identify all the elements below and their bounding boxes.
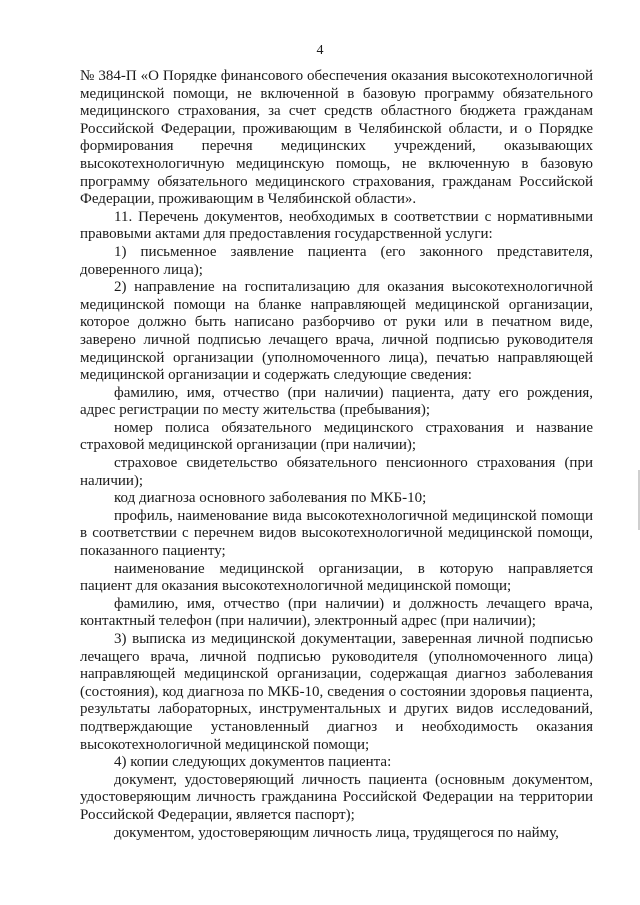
paragraph-document-copies: 4) копии следующих документов пациента: [114,754,392,771]
paragraph-item-11-heading: 11. Перечень документов, необходимых в соответствии с нормативными правовыми актами для предоставления государственной услуги: [80,208,593,243]
paragraph-diagnosis-code: код диагноза основного заболевания по МКБ-10; [114,490,427,507]
paragraph-written-application: 1) письменное заявление пациента (его законного представителя, доверенного лица); [80,243,593,278]
paragraph-pension-certificate: страховое свидетельство обязательного пенсионного страхования (при наличии); [80,455,593,489]
paragraph-insurance-policy: номер полиса обязательного медицинского страхования и название страховой медицинской организации (при наличии); [80,419,593,454]
page-number: 4 [316,43,324,58]
paragraph-hospitalization-referral: 2) направление на госпитализацию для оказания высокотехнологичной медицинской помощи на бланке направляющей медицинской организации, которое должно быть написано разборчиво от руки или в печатном виде, заверено личной подписью лечащего врача, личной подписью руководителя медицинской организации (уполномоченного лица), печатью направляющей медицинской организации и содержать следующие сведения: [80,279,593,384]
paragraph-receiving-organization: наименование медицинской организации, в которую направляется пациент для оказания высокотехнологичной медицинской помощи; [80,560,593,595]
paragraph-identity-document: документ, удостоверяющий личность пациента (основным документом, удостоверяющим личность гражданина Российской Федерации на территории Российской Федерации, является паспорт); [80,771,593,823]
paragraph-patient-identity: фамилию, имя, отчество (при наличии) пациента, дату его рождения, адрес регистрации по месту жительства (пребывания); [80,384,593,419]
paragraph-care-profile: профиль, наименование вида высокотехнологичной медицинской помощи в соответствии с перечнем видов высокотехнологичной медицинской помощи, показанного пациенту; [80,507,593,560]
paragraph-act-title-continuation: № 384-П «О Порядке финансового обеспечения оказания высокотехнологичной медицинской помощи, не включенной в базовую программу обязательного медицинского страхования, за счет средств областного бюджета гражданам Российской Федерации, проживающим в Челябинской области, и о Порядке формирования перечня медицинских учреждений, оказывающих высокотехнологичную медицинскую помощь, не включенную в базовую программу обязательного медицинского страхования, гражданам Российской Федерации, проживающим в Челябинской области». [80,68,593,208]
paragraph-employee-identity: документом, удостоверяющим личность лица, трудящегося по найму, [114,824,559,841]
document-body [80,68,593,842]
paragraph-attending-physician: фамилию, имя, отчество (при наличии) и должность лечащего врача, контактный телефон (при наличии), электронный адрес (при наличии); [80,595,593,630]
paragraph-medical-extract: 3) выписка из медицинской документации, заверенная личной подписью лечащего врача, личной подписью руководителя (уполномоченного лица) направляющей медицинской организации, содержащая диагноз заболевания (состояния), код диагноза по МКБ-10, сведения о состоянии здоровья пациента, результаты лабораторных, инструментальных и других видов исследований, подтверждающие установленный диагноз и необходимость оказания высокотехнологичной медицинской помощи; [80,631,593,753]
